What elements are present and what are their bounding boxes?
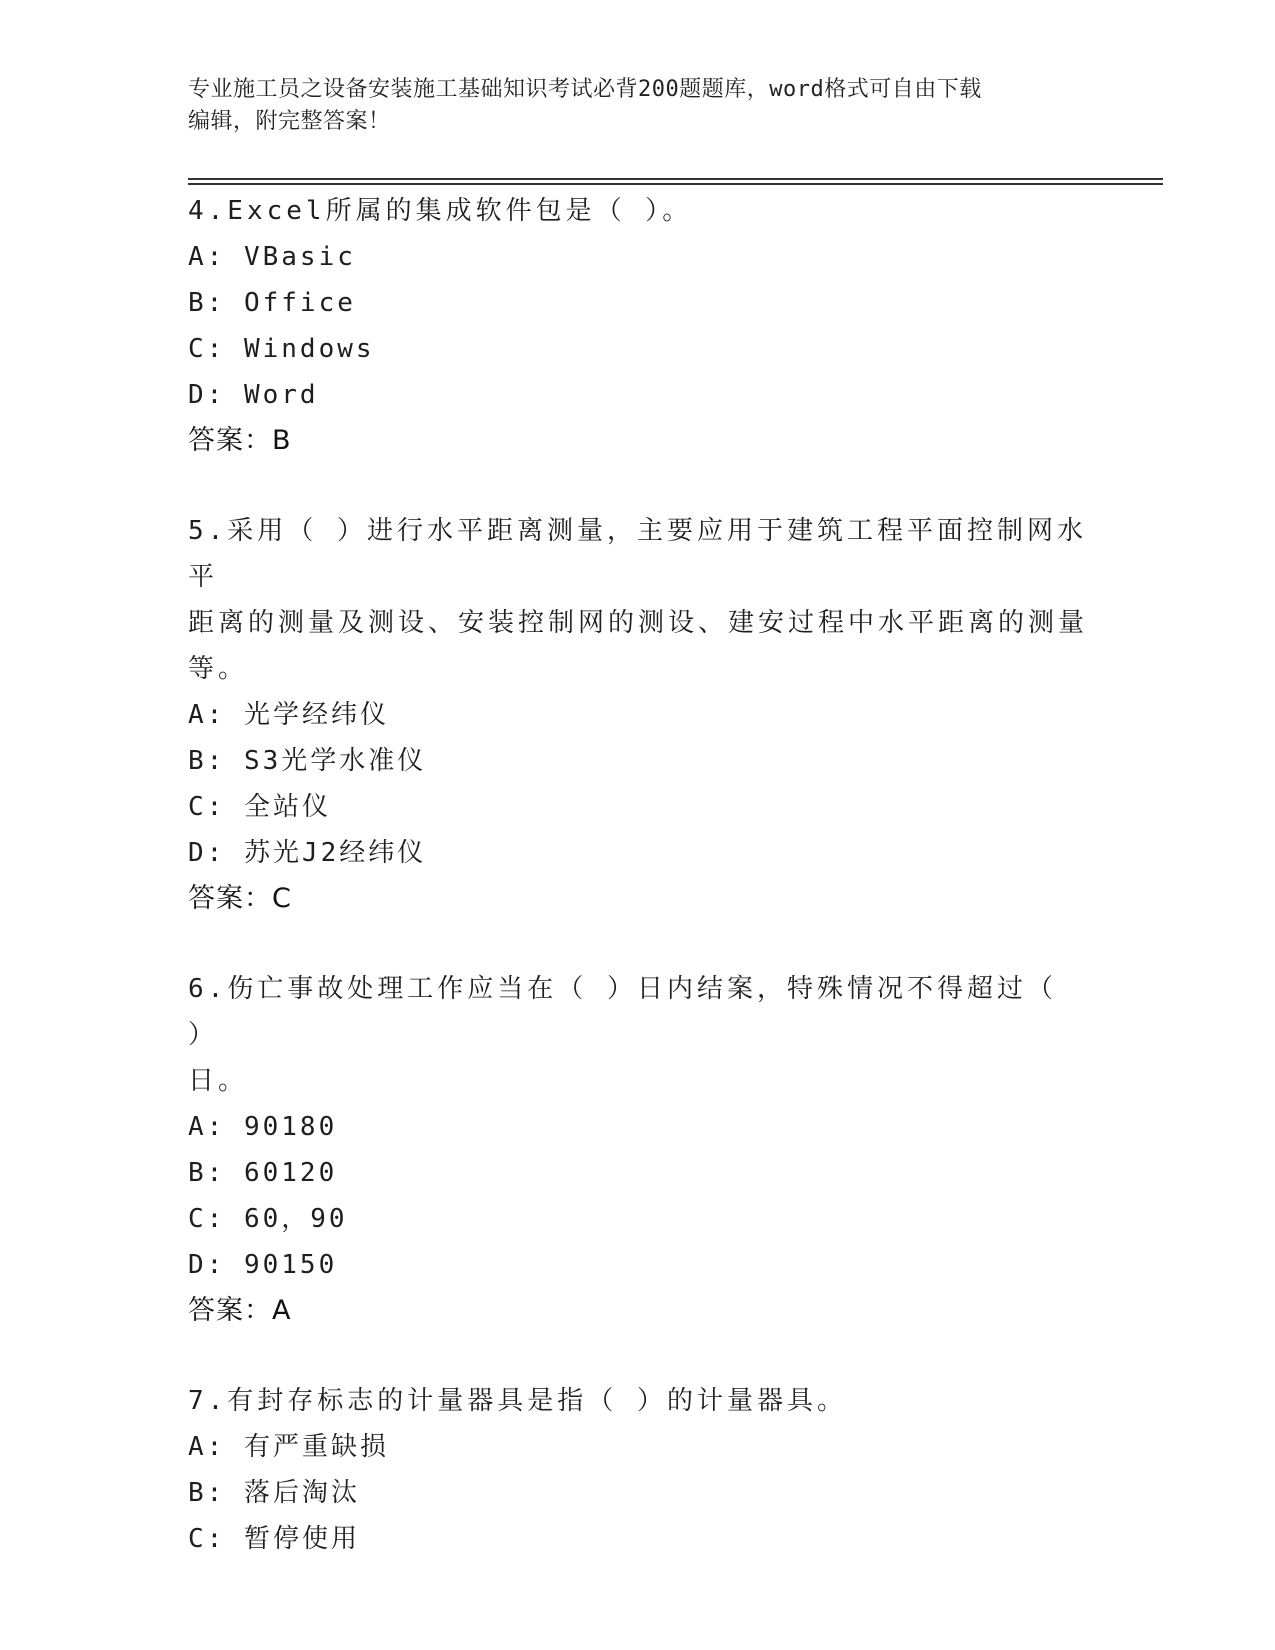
answer-label: 答案：A <box>188 1295 292 1326</box>
question-block <box>188 508 1088 922</box>
option-a: A: 90180 <box>188 1112 338 1142</box>
answer-label: 答案：B <box>188 425 292 456</box>
header-line-2: 编辑，附完整答案！ <box>188 109 391 134</box>
option-b: B: Office <box>188 288 356 318</box>
question-stem-line-2: 日。 <box>188 1066 249 1096</box>
question-block <box>188 1378 1088 1562</box>
header-divider-bottom <box>188 183 1163 185</box>
question-list <box>188 188 1088 1606</box>
question-stem: 4.Excel所属的集成软件包是（ ）。 <box>188 196 693 226</box>
option-d: D: Word <box>188 380 319 410</box>
header-line-1: 专业施工员之设备安装施工基础知识考试必背200题题库，word格式可自由下载 <box>188 77 982 102</box>
option-c: C: 暂停使用 <box>188 1524 360 1554</box>
option-a: A: 光学经纬仪 <box>188 700 389 730</box>
option-a: A: VBasic <box>188 242 356 272</box>
option-b: B: 落后淘汰 <box>188 1478 360 1508</box>
header-divider-top <box>188 178 1163 180</box>
option-a: A: 有严重缺损 <box>188 1432 389 1462</box>
option-b: B: 60120 <box>188 1158 338 1188</box>
answer-label: 答案：C <box>188 883 292 914</box>
question-stem-line-1: 6.伤亡事故处理工作应当在（ ）日内结案，特殊情况不得超过（ ） <box>188 974 1077 1050</box>
option-b: B: S3光学水准仪 <box>188 746 427 776</box>
question-block <box>188 966 1088 1334</box>
question-stem-line-1: 5.采用（ ）进行水平距离测量，主要应用于建筑工程平面控制网水平 <box>188 516 1087 592</box>
question-block <box>188 188 1088 464</box>
option-c: C: Windows <box>188 334 375 364</box>
option-c: C: 全站仪 <box>188 792 331 822</box>
document-header <box>188 74 1068 138</box>
question-stem-line-2: 距离的测量及测设、安装控制网的测设、建安过程中水平距离的测量 <box>188 608 1089 638</box>
option-c: C: 60，90 <box>188 1204 348 1234</box>
option-d: D: 苏光J2经纬仪 <box>188 838 427 868</box>
option-d: D: 90150 <box>188 1250 338 1280</box>
question-stem-line-3: 等。 <box>188 654 249 684</box>
question-stem: 7.有封存标志的计量器具是指（ ）的计量器具。 <box>188 1386 847 1416</box>
